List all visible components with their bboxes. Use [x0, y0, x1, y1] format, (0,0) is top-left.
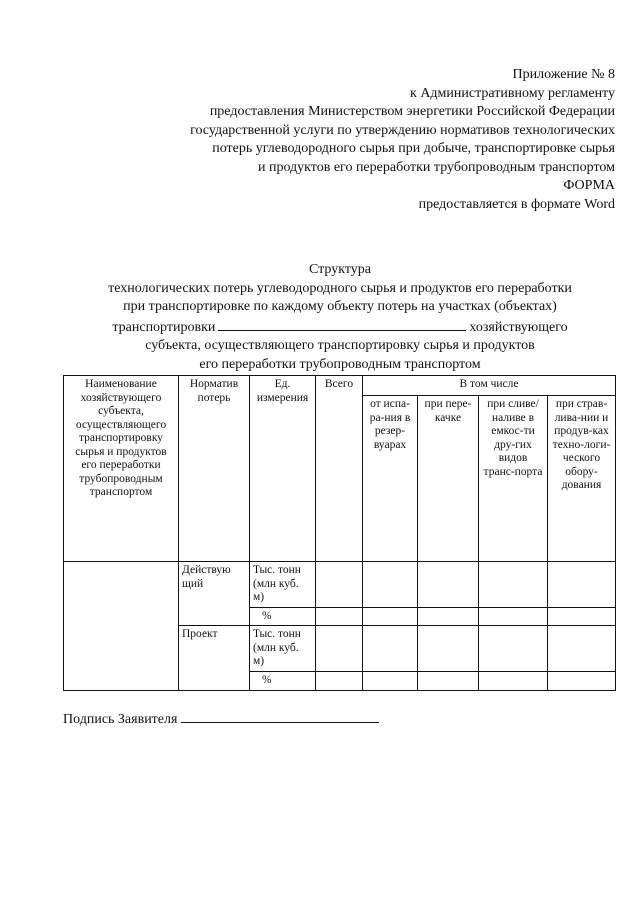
- header-evaporation: от испа-ра-ния в резер-вуарах: [363, 396, 418, 562]
- value-cell[interactable]: [548, 672, 616, 691]
- appendix-number: Приложение № 8: [512, 67, 615, 82]
- header-including: В том числе: [363, 376, 616, 396]
- title-text: транспортировки: [112, 319, 216, 335]
- title-text: хозяйствующего: [469, 319, 568, 335]
- value-cell[interactable]: [479, 626, 548, 672]
- header-line: государственной услуги по утверждению нормативов технологических: [190, 122, 615, 138]
- unit-cell: Тыс. тонн (млн куб. м): [250, 562, 316, 608]
- header-line: и продуктов его переработки трубопроводным транспортом: [257, 159, 615, 175]
- title-line: субъекта, осуществляющего транспортировку сырья и продуктов: [145, 338, 535, 353]
- header-line: потерь углеводородного сырья при добыче, транспортировке сырья: [212, 141, 615, 156]
- value-cell[interactable]: [418, 626, 479, 672]
- format-note: предоставляется в формате Word: [418, 196, 615, 212]
- header-unit: Ед. измерения: [250, 376, 316, 562]
- header-line: к Административному регламенту: [410, 85, 615, 101]
- value-cell[interactable]: [479, 672, 548, 691]
- title-heading: Структура: [308, 262, 372, 277]
- signature-line[interactable]: [181, 709, 379, 723]
- unit-cell: %: [250, 672, 316, 691]
- title-line: при транспортировке по каждому объекту потерь на участках (объектах): [123, 299, 557, 314]
- document-title: [60, 261, 620, 374]
- header-line: предоставления Министерством энергетики Российской Федерации: [209, 104, 615, 119]
- value-cell[interactable]: [479, 562, 548, 608]
- entity-cell[interactable]: [64, 562, 179, 691]
- norm-cell: Действую щий: [179, 562, 250, 626]
- losses-table: [63, 375, 616, 691]
- value-cell[interactable]: [363, 672, 418, 691]
- document-header: [190, 66, 615, 214]
- value-cell[interactable]: [418, 672, 479, 691]
- value-cell[interactable]: [363, 607, 418, 626]
- value-cell[interactable]: [548, 626, 616, 672]
- norm-cell: Проект: [179, 626, 250, 691]
- value-cell[interactable]: [316, 607, 363, 626]
- signature-label: Подпись Заявителя: [63, 712, 178, 727]
- header-total: Всего: [316, 376, 363, 562]
- table-row: [64, 562, 616, 608]
- header-pumping: при пере-качке: [418, 396, 479, 562]
- header-entity: Наименование хозяйствующего субъекта, осуществляющего транспортировку сырья и продуктов его переработки трубопроводным транспортом: [64, 376, 179, 562]
- value-cell[interactable]: [418, 562, 479, 608]
- signature-block: [63, 709, 379, 728]
- value-cell[interactable]: [479, 607, 548, 626]
- title-line-with-blank: [60, 317, 620, 338]
- value-cell[interactable]: [548, 607, 616, 626]
- value-cell[interactable]: [363, 626, 418, 672]
- header-loading: при сливе/ наливе в емкос-ти дру-гих видов транс-порта: [479, 396, 548, 562]
- value-cell[interactable]: [316, 626, 363, 672]
- value-cell[interactable]: [418, 607, 479, 626]
- unit-cell: Тыс. тонн (млн куб. м): [250, 626, 316, 672]
- title-line: его переработки трубопроводным транспортом: [199, 356, 481, 372]
- unit-cell: %: [250, 607, 316, 626]
- value-cell[interactable]: [316, 562, 363, 608]
- header-purging: при страв-лива-нии и продув-ках техно-логи-ческого обору-дования: [548, 396, 616, 562]
- title-line: технологических потерь углеводородного сырья и продуктов его переработки: [108, 280, 572, 296]
- value-cell[interactable]: [316, 672, 363, 691]
- header-norm: Норматив потерь: [179, 376, 250, 562]
- fill-in-blank[interactable]: [218, 317, 466, 331]
- value-cell[interactable]: [363, 562, 418, 608]
- form-label: ФОРМА: [563, 178, 615, 193]
- value-cell[interactable]: [548, 562, 616, 608]
